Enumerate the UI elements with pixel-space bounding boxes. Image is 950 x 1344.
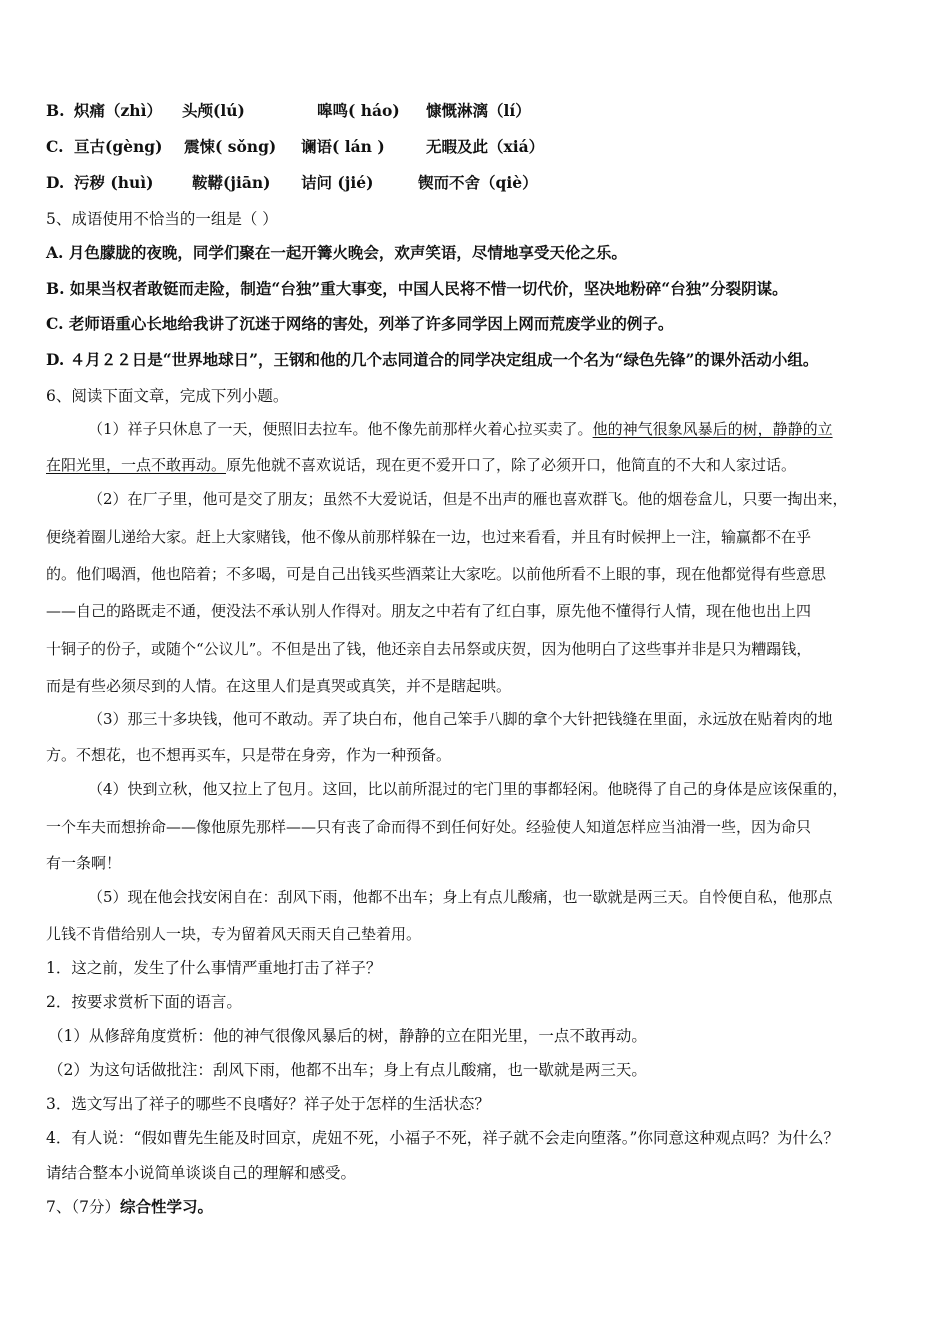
q7-heading <box>46 1197 914 1217</box>
passage-text: （1）祥子只休息了一天，便照旧去拉车。他不像先前那样火着心拉买卖了。 <box>88 420 593 438</box>
passage-p2-line1: （2）在厂子里，他可是交了朋友；虽然不大爱说话，但是不出声的雁也喜欢群飞。他的烟卷盒儿，只要一掏出来， <box>88 490 848 508</box>
q7-prefix: 7、（7分） <box>46 1198 120 1216</box>
option-label: C. <box>46 137 64 156</box>
option-label: C. <box>46 314 64 333</box>
passage-p5-line1: （5）现在他会找安闲自在：刮风下雨，他都不出车；身上有点儿酸痛，也一歇就是两三天。自怜便自私，他那点 <box>88 888 833 906</box>
option-item: 谰语( lán ) <box>301 137 385 156</box>
option-text: ４月２２日是“世界地球日”，王钢和他的几个志同道合的同学决定组成一个名为“绿色先锋”的课外活动小组。 <box>69 350 819 369</box>
q6-stem: 6、阅读下面文章，完成下列小题。 <box>46 387 289 405</box>
passage-p2-line5: 十铜子的份子，或随个“公议儿”。不但是出了钱，他还亲自去吊祭或庆贺，因为他明白了这些事并非是只为糟蹋钱， <box>46 640 812 658</box>
q5-option-a <box>46 243 914 263</box>
q5-stem: 5、成语使用不恰当的一组是（ ） <box>46 210 278 228</box>
option-label: D. <box>46 173 65 192</box>
option-item: 无暇及此（xiá） <box>426 137 545 156</box>
option-item: 头颅(lú) <box>182 101 245 120</box>
passage-p3-line1: （3）那三十多块钱，他可不敢动。弄了块白布，他自己笨手八脚的拿个大针把钱缝在里面，永远放在贴着肉的地 <box>88 710 833 728</box>
q7-title: 综合性学习。 <box>119 1197 213 1216</box>
passage-p2-line3: 的。他们喝酒，他也陪着；不多喝，可是自己出钱买些酒菜让大家吃。以前他所看不上眼的事，现在他都觉得有些意思 <box>46 565 827 583</box>
q5-option-d <box>46 350 914 370</box>
option-item: 炽痛（zhì） <box>74 101 162 120</box>
option-item: 诘问 (jié) <box>301 173 374 192</box>
underlined-sentence: 他的神气很象风暴后的树，静静的立 <box>592 420 833 438</box>
sub-question-3: 3．选文写出了祥子的哪些不良嗜好？祥子处于怎样的生活状态？ <box>46 1095 490 1113</box>
sub-question-4-line1: 4．有人说：“假如曹先生能及时回京，虎妞不死，小福子不死，祥子就不会走向堕落。”你同意这种观点吗？为什么？ <box>46 1129 839 1147</box>
passage-p1-line1 <box>88 419 914 439</box>
option-item: 鞍鞯(jiān) <box>192 173 271 192</box>
option-item: 亘古(gèng) <box>74 137 163 156</box>
option-item: 污秽 (huì) <box>74 173 154 192</box>
passage-p3-line2: 方。不想花，也不想再买车，只是带在身旁，作为一种预备。 <box>46 746 452 764</box>
option-text: 如果当权者敢铤而走险，制造“台独”重大事变，中国人民将不惜一切代价，坚决地粉碎“台独”分裂阴谋。 <box>69 279 788 298</box>
option-label: D. <box>46 350 65 369</box>
sub-question-2-1: （1）从修辞角度赏析：他的神气很像风暴后的树，静静的立在阳光里，一点不敢再动。 <box>48 1027 647 1045</box>
option-item: 嗥鸣( háo) <box>317 101 400 120</box>
q5-option-b <box>46 279 914 299</box>
underlined-sentence: 在阳光里，一点不敢再动。 <box>46 456 227 474</box>
passage-p4-line1: （4）快到立秋，他又拉上了包月。这回，比以前所混过的宅门里的事都轻闲。他晓得了自己的身体是应该保重的， <box>88 780 848 798</box>
passage-p4-line3: 有一条啊！ <box>46 854 122 872</box>
passage-p2-line2: 便绕着圈儿递给大家。赶上大家赌钱，他不像从前那样躲在一边，也过来看看，并且有时候押上一注，输赢都不在乎 <box>46 528 812 546</box>
option-label: B. <box>46 101 65 120</box>
q4-option-b <box>46 101 914 121</box>
option-item: 震悚( sǒng) <box>184 137 277 156</box>
sub-question-4-line2: 请结合整本小说简单谈谈自己的理解和感受。 <box>46 1164 357 1182</box>
option-label: B. <box>46 279 65 298</box>
passage-p2-line4: ——自己的路既走不通，便没法不承认别人作得对。朋友之中若有了红白事，原先他不懂得行人情，现在他也出上四 <box>46 602 812 620</box>
sub-question-1: 1．这之前，发生了什么事情严重地打击了祥子？ <box>46 959 382 977</box>
option-item: 慷慨淋漓（lí） <box>426 101 531 120</box>
passage-p1-line2 <box>46 455 914 475</box>
q4-option-d <box>46 173 914 193</box>
option-label: A. <box>46 243 64 262</box>
q5-option-c <box>46 314 914 334</box>
passage-p2-line6: 而是有些必须尽到的人情。在这里人们是真哭或真笑，并不是瞎起哄。 <box>46 677 512 695</box>
option-text: 月色朦胧的夜晚，同学们聚在一起开篝火晚会，欢声笑语，尽情地享受天伦之乐。 <box>68 243 627 262</box>
passage-p5-line2: 儿钱不肯借给别人一块，专为留着风天雨天自己垫着用。 <box>46 925 422 943</box>
q4-option-c <box>46 137 914 157</box>
option-text: 老师语重心长地给我讲了沉迷于网络的害处，列举了许多同学因上网而荒废学业的例子。 <box>68 314 674 333</box>
passage-p4-line2: 一个车夫而想拚命——像他原先那样——只有丧了命而得不到任何好处。经验使人知道怎样应当油滑一些，因为命只 <box>46 818 812 836</box>
sub-question-2: 2．按要求赏析下面的语言。 <box>46 993 242 1011</box>
sub-question-2-2: （2）为这句话做批注：刮风下雨，他都不出车；身上有点儿酸痛，也一歇就是两三天。 <box>48 1061 647 1079</box>
option-item: 锲而不舍（qiè） <box>418 173 538 192</box>
passage-text: 原先他就不喜欢说话，现在更不爱开口了，除了必须开口，他简直的不大和人家过话。 <box>226 456 797 474</box>
